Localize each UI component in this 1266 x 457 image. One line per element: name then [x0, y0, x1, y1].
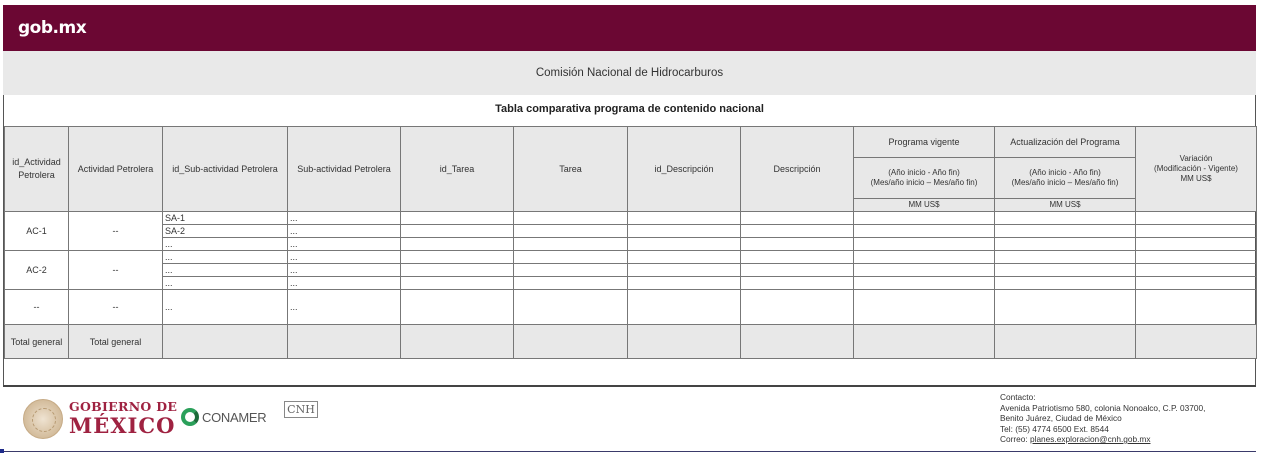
table-row	[5, 225, 1257, 238]
cell	[514, 251, 628, 264]
header-id-descripcion: id_Descripción	[628, 127, 741, 212]
cell	[854, 277, 995, 290]
cell-actividad: --	[69, 290, 163, 325]
cell	[401, 290, 514, 325]
cell	[741, 212, 854, 225]
cell	[514, 212, 628, 225]
header-periodo-vigente	[854, 158, 995, 199]
cell	[628, 290, 741, 325]
header-variacion	[1136, 127, 1257, 212]
gobierno-de-mexico-logo[interactable]	[69, 401, 177, 436]
cell	[995, 325, 1136, 359]
cell	[854, 290, 995, 325]
cell	[288, 325, 401, 359]
cell	[854, 225, 995, 238]
cnh-logo[interactable]	[284, 401, 320, 431]
cell	[514, 264, 628, 277]
variacion-line2: (Modificación - Vigente)	[1154, 164, 1238, 173]
cell	[628, 225, 741, 238]
total-label-1: Total general	[5, 325, 69, 359]
contact-phone: Tel: (55) 4774 6500 Ext. 8544	[1000, 423, 1109, 434]
cell	[741, 238, 854, 251]
header-actualizacion: Actualización del Programa	[995, 127, 1136, 158]
cell-id-subactividad: ...	[163, 290, 288, 325]
cell	[995, 251, 1136, 264]
cell	[1136, 290, 1257, 325]
footer	[3, 387, 1256, 450]
cell-subactividad: ...	[288, 277, 401, 290]
header-tarea: Tarea	[514, 127, 628, 212]
cell-id-subactividad: ...	[163, 238, 288, 251]
cell	[514, 290, 628, 325]
gobierno-logo-line1: GOBIERNO DE	[69, 399, 178, 414]
contact-email-line	[1000, 434, 1205, 445]
comparison-table	[4, 126, 1257, 359]
periodo-line2: (Mes/año inicio – Mes/año fin)	[1011, 178, 1119, 187]
gobierno-logo-line2: MÉXICO	[69, 412, 176, 438]
periodo-line1: (Año inicio - Año fin)	[888, 168, 960, 177]
header-subactividad: Sub-actividad Petrolera	[288, 127, 401, 212]
contact-address-1: Avenida Patriotismo 580, colonia Nonoalco, C.P. 03700,	[1000, 402, 1206, 413]
contact-address-2: Benito Juárez, Ciudad de México	[1000, 413, 1122, 423]
cell	[401, 225, 514, 238]
cell	[995, 225, 1136, 238]
conamer-ring-icon	[181, 408, 199, 426]
cell	[854, 264, 995, 277]
table-row	[5, 264, 1257, 277]
contact-email-label: Correo:	[1000, 434, 1030, 444]
cell	[628, 325, 741, 359]
cell-actividad: --	[69, 251, 163, 290]
cell	[401, 277, 514, 290]
header-descripcion: Descripción	[741, 127, 854, 212]
conamer-logo-text: CONAMER	[202, 410, 267, 425]
header-actividad: Actividad Petrolera	[69, 127, 163, 212]
table-row	[5, 212, 1257, 225]
cell-id-subactividad: ...	[163, 264, 288, 277]
cell	[401, 212, 514, 225]
cell	[401, 264, 514, 277]
header-id-actividad: id_Actividad Petrolera	[5, 127, 69, 212]
cell	[741, 264, 854, 277]
cell-subactividad: ...	[288, 251, 401, 264]
cell	[1136, 212, 1257, 225]
cell	[514, 325, 628, 359]
variacion-line1: Variación	[1179, 154, 1213, 163]
total-row	[5, 325, 1257, 359]
cell-actividad: --	[69, 212, 163, 251]
cell	[995, 212, 1136, 225]
cell	[995, 264, 1136, 277]
cell	[1136, 251, 1257, 264]
cell	[628, 264, 741, 277]
cell	[628, 238, 741, 251]
cell-subactividad: ...	[288, 264, 401, 277]
header-id-tarea: id_Tarea	[401, 127, 514, 212]
cell	[514, 277, 628, 290]
cell	[741, 325, 854, 359]
cell	[854, 251, 995, 264]
contact-email-link[interactable]: planes.exploracion@cnh.gob.mx	[1029, 434, 1151, 444]
header-periodo-actualizacion	[995, 158, 1136, 199]
organization-name: Comisión Nacional de Hidrocarburos	[535, 67, 724, 79]
top-bar	[3, 5, 1256, 51]
cell	[514, 225, 628, 238]
cell	[401, 325, 514, 359]
table-row	[5, 238, 1257, 251]
cell-id-subactividad: ...	[163, 277, 288, 290]
cell	[1136, 238, 1257, 251]
cell	[401, 238, 514, 251]
bottom-rule	[3, 451, 1256, 452]
mexico-seal-icon	[23, 399, 63, 439]
cell	[514, 238, 628, 251]
gobmx-logo[interactable]: gob.mx	[18, 18, 87, 38]
cell-id-actividad: AC-2	[5, 251, 69, 290]
table-row	[5, 290, 1257, 325]
cell	[1136, 325, 1257, 359]
contact-block	[1000, 392, 1205, 445]
corner-marker	[0, 449, 4, 453]
table-row	[5, 251, 1257, 264]
cell	[628, 251, 741, 264]
cell-id-subactividad: ...	[163, 251, 288, 264]
cell-id-actividad: AC-1	[5, 212, 69, 251]
cell	[628, 212, 741, 225]
header-unidad-vigente: MM US$	[854, 199, 995, 212]
cell-subactividad: ...	[288, 238, 401, 251]
cell-id-subactividad: SA-2	[163, 225, 288, 238]
document-title: Tabla comparativa programa de contenido nacional	[495, 103, 764, 115]
cell	[741, 290, 854, 325]
variacion-line3: MM US$	[1180, 174, 1212, 183]
cell	[1136, 225, 1257, 238]
contact-label: Contacto:	[1000, 392, 1036, 402]
organization-band	[3, 51, 1256, 95]
cell	[995, 238, 1136, 251]
cell	[1136, 277, 1257, 290]
cell-subactividad: ...	[288, 225, 401, 238]
table-row	[5, 277, 1257, 290]
cell	[741, 251, 854, 264]
cell	[741, 277, 854, 290]
periodo-line2: (Mes/año inicio – Mes/año fin)	[870, 178, 978, 187]
header-unidad-actualizacion: MM US$	[995, 199, 1136, 212]
cell-subactividad: ...	[288, 290, 401, 325]
cell	[1136, 264, 1257, 277]
cell	[741, 225, 854, 238]
header-id-subactividad: id_Sub-actividad Petrolera	[163, 127, 288, 212]
document-area	[3, 95, 1256, 385]
cell	[163, 325, 288, 359]
periodo-line1: (Año inicio - Año fin)	[1029, 168, 1101, 177]
cell-id-actividad: --	[5, 290, 69, 325]
cell	[854, 325, 995, 359]
cell	[628, 277, 741, 290]
cell	[995, 277, 1136, 290]
cell	[401, 251, 514, 264]
cell	[854, 238, 995, 251]
cnh-logo-text: CNH	[284, 401, 318, 418]
cell	[995, 290, 1136, 325]
header-programa-vigente: Programa vigente	[854, 127, 995, 158]
cell-id-subactividad: SA-1	[163, 212, 288, 225]
total-label-2: Total general	[69, 325, 163, 359]
cell	[854, 212, 995, 225]
cell-subactividad: ...	[288, 212, 401, 225]
